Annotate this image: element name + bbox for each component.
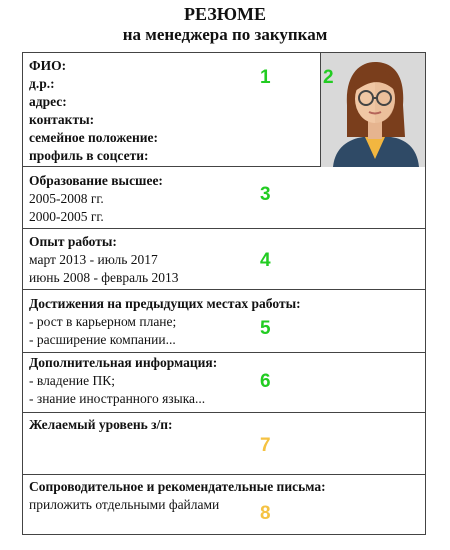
resume-title: РЕЗЮМЕ (184, 4, 266, 24)
section-number-7: 7 (260, 435, 271, 456)
achievement-item-2: - расширение компании... (29, 332, 176, 347)
achievements-heading: Достижения на предыдущих местах работы: (29, 296, 301, 311)
personal-info-fields (29, 57, 158, 165)
additional-info-heading: Дополнительная информация: (29, 355, 218, 370)
photo-placeholder (320, 53, 425, 167)
section-number-3: 3 (260, 184, 271, 205)
education-heading: Образование высшее: (29, 173, 163, 188)
desired-salary-section (23, 413, 425, 475)
additional-info-text (29, 354, 217, 408)
work-experience-text (29, 233, 179, 287)
additional-info-section (23, 353, 425, 413)
additional-info-item-2: - знание иностранного языка... (29, 391, 206, 406)
achievement-item-1: - рост в карьерном плане; (29, 314, 177, 329)
achievements-section (23, 290, 425, 353)
education-section (23, 167, 425, 229)
field-label-social-profile: профиль в соцсети: (29, 148, 149, 163)
desired-salary-heading: Желаемый уровень з/п: (29, 417, 173, 432)
work-period-2: июнь 2008 - февраль 2013 (29, 270, 179, 285)
field-label-birthdate: д.р.: (29, 76, 55, 91)
letters-text (29, 478, 326, 514)
work-experience-heading: Опыт работы: (29, 234, 117, 249)
additional-info-item-1: - владение ПК; (29, 373, 115, 388)
work-experience-section (23, 229, 425, 290)
letters-note: приложить отдельными файлами (29, 497, 220, 512)
work-period-1: март 2013 - июль 2017 (29, 252, 158, 267)
section-number-4: 4 (260, 250, 271, 271)
field-label-address: адрес: (29, 94, 67, 109)
field-label-contacts: контакты: (29, 112, 95, 127)
personal-info-section (23, 53, 425, 167)
section-number-8: 8 (260, 503, 271, 524)
education-text (29, 172, 163, 226)
section-number-6: 6 (260, 371, 271, 392)
person-avatar-icon (321, 53, 425, 167)
education-period-1: 2005-2008 гг. (29, 191, 104, 206)
resume-form (22, 52, 426, 535)
section-number-5: 5 (260, 318, 271, 339)
section-number-2: 2 (323, 67, 334, 88)
education-period-2: 2000-2005 гг. (29, 209, 104, 224)
section-number-1: 1 (260, 67, 271, 88)
letters-section (23, 475, 425, 534)
resume-subtitle: на менеджера по закупкам (122, 25, 328, 44)
field-label-name: ФИО: (29, 58, 67, 73)
field-label-marital-status: семейное положение: (29, 130, 158, 145)
letters-heading: Сопроводительное и рекомендательные письма: (29, 479, 326, 494)
